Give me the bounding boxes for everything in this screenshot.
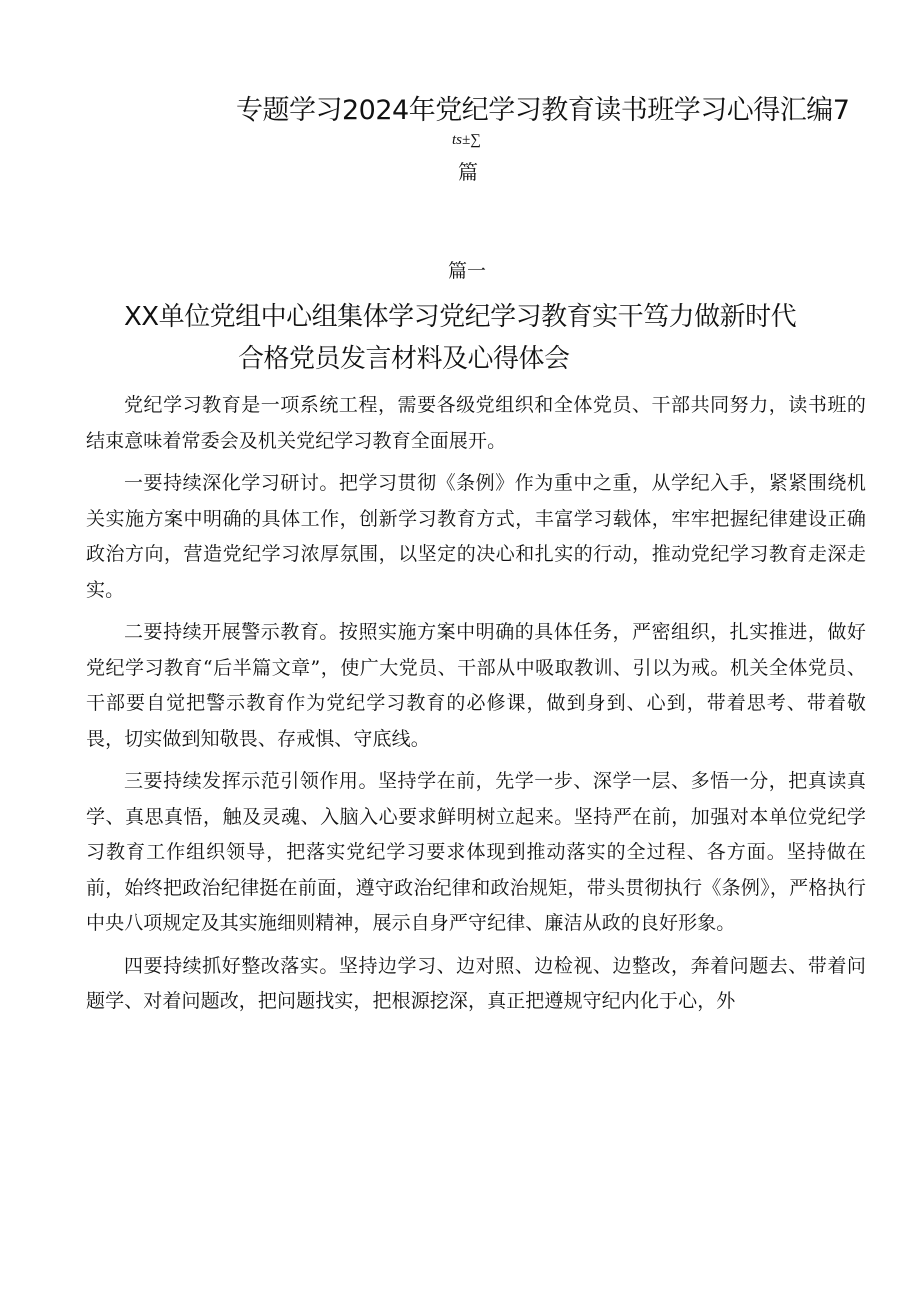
section-heading-line-2: 合格党员发言材料及心得体会 xyxy=(238,344,570,374)
paragraph-point-2: 二要持续开展警示教育。按照实施方案中明确的具体任务，严密组织，扎实推进，做好党纪学习教育“后半篇文章”，使广大党员、干部从中吸取教训、引以为戒。机关全体党员、干部要自觉把警示教育作为党纪学习教育的必修课，做到身到、心到，带着思考、带着敬畏，切实做到知敬畏、存戒惧、守底线。 xyxy=(86,621,866,750)
title-ocr-artifact: ts±∑ xyxy=(452,132,481,148)
section-heading-line-1: XX单位党组中心组集体学习党纪学习教育实干笃力做新时代 xyxy=(124,302,797,332)
document-title-tail: 篇 xyxy=(458,160,478,184)
paragraph-point-4: 四要持续抓好整改落实。坚持边学习、边对照、边检视、边整改，奔着问题去、带着问题学、对着问题改，把问题找实，把根源挖深，真正把遵规守纪内化于心，外 xyxy=(86,954,866,1012)
section-label: 篇一 xyxy=(448,260,487,282)
paragraph-point-1: 一要持续深化学习研讨。把学习贯彻《条例》作为重中之重，从学纪入手，紧紧围绕机关实施方案中明确的具体工作，创新学习教育方式，丰富学习载体，牢牢把握纪律建设正确政治方向，营造党纪学习浓厚氛围，以坚定的决心和扎实的行动，推动党纪学习教育走深走实。 xyxy=(86,472,866,601)
document-title: 专题学习2024年党纪学习教育读书班学习心得汇编7 xyxy=(236,95,850,126)
paragraph-point-3: 三要持续发挥示范引领作用。坚持学在前，先学一步、深学一层、多悟一分，把真读真学、真思真悟，触及灵魂、入脑入心要求鲜明树立起来。坚持严在前，加强对本单位党纪学习教育工作组织领导，把落实党纪学习要求体现到推动落实的全过程、各方面。坚持做在前，始终把政治纪律挺在前面，遵守政治纪律和政治规矩，带头贯彻执行《条例》，严格执行中央八项规定及其实施细则精神，展示自身严守纪律、廉洁从政的良好形象。 xyxy=(86,770,866,934)
body-text xyxy=(86,388,866,1020)
paragraph-intro: 党纪学习教育是一项系统工程，需要各级党组织和全体党员、干部共同努力，读书班的结束意味着常委会及机关党纪学习教育全面展开。 xyxy=(86,394,866,452)
